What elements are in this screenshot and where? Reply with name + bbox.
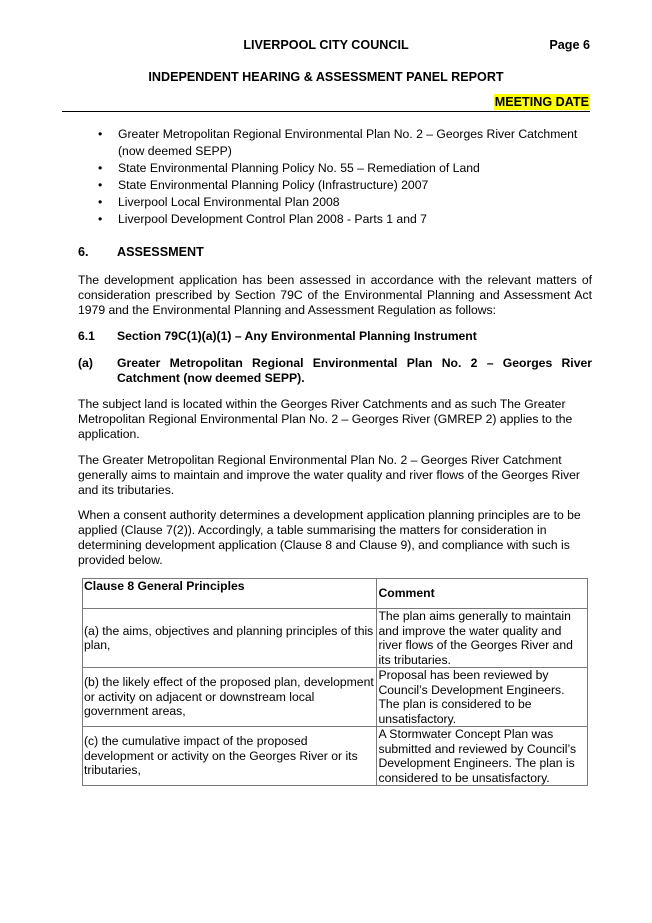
list-item-text: State Environmental Planning Policy (Infrastructure) 2007 <box>118 178 429 192</box>
page-number: Page 6 <box>549 38 590 52</box>
bullet-icon: • <box>98 195 103 209</box>
bullet-icon: • <box>98 161 103 175</box>
bullet-icon: • <box>98 127 103 141</box>
table-row <box>83 727 588 786</box>
table-cell-principle: (b) the likely effect of the proposed plan, development or activity on adjacent or downstream local government areas, <box>83 668 377 727</box>
paragraph: The subject land is located within the Georges River Catchments and as such The Greater Metropolitan Regional Environmental Plan No. 2 – Georges River (GMREP 2) applies to the application. <box>78 397 573 441</box>
instrument-bullet-list <box>98 126 592 228</box>
meeting-date-highlight: MEETING DATE <box>494 95 589 109</box>
report-title: INDEPENDENT HEARING & ASSESSMENT PANEL REPORT <box>148 70 504 84</box>
table-cell-comment: A Stormwater Concept Plan was submitted and reviewed by Council’s Development Engineers. The plan is considered to be unsatisfactory. <box>377 727 588 786</box>
section-number: 6. <box>78 245 89 259</box>
list-item-text: Greater Metropolitan Regional Environmental Plan No. 2 – Georges River Catchment (now deemed SEPP) <box>118 127 578 158</box>
table-header-cell: Clause 8 General Principles <box>83 579 377 609</box>
table-row <box>83 668 588 727</box>
table-cell-principle: (c) the cumulative impact of the proposed development or activity on the Georges River or its tributaries, <box>83 727 377 786</box>
list-item <box>98 160 592 177</box>
list-item <box>98 211 592 228</box>
subsection-heading: Section 79C(1)(a)(1) – Any Environmental Planning Instrument <box>117 329 477 343</box>
table-cell-comment: The plan aims generally to maintain and improve the water quality and river flows of the Georges River and its tributaries. <box>377 609 588 668</box>
bullet-icon: • <box>98 178 103 192</box>
council-title: LIVERPOOL CITY COUNCIL <box>243 38 409 52</box>
clause8-table <box>82 578 588 786</box>
list-item-text: Liverpool Development Control Plan 2008 - Parts 1 and 7 <box>118 212 427 226</box>
bullet-icon: • <box>98 212 103 226</box>
list-item <box>98 194 592 211</box>
list-item-text: State Environmental Planning Policy No. 55 – Remediation of Land <box>118 161 480 175</box>
subsection-number: 6.1 <box>78 329 95 343</box>
table-header-row <box>83 579 588 609</box>
table-header-cell: Comment <box>377 579 588 609</box>
table-cell-comment: Proposal has been reviewed by Council’s Development Engineers. The plan is considered to be unsatisfactory. <box>377 668 588 727</box>
header-divider <box>62 111 590 112</box>
list-item <box>98 126 592 160</box>
list-item-text: Liverpool Local Environmental Plan 2008 <box>118 195 340 209</box>
table-cell-principle: (a) the aims, objectives and planning principles of this plan, <box>83 609 377 668</box>
assessment-intro: The development application has been assessed in accordance with the relevant matters of consideration prescribed by Section 79C of the Environmental Planning and Assessment Act 1979 and the Environmental Planning and Assessment Regulation as follows: <box>78 273 592 317</box>
list-item <box>98 177 592 194</box>
section-heading: ASSESSMENT <box>117 245 204 259</box>
clause-heading: Greater Metropolitan Regional Environmental Plan No. 2 – Georges River Catchment (now deemed SEPP). <box>117 356 592 385</box>
table-row <box>83 609 588 668</box>
paragraph: The Greater Metropolitan Regional Environmental Plan No. 2 – Georges River Catchment generally aims to maintain and improve the water quality and river flows of the Georges River and its tributaries. <box>78 453 580 497</box>
clause-letter: (a) <box>78 356 93 370</box>
paragraph: When a consent authority determines a development application planning principles are to be applied (Clause 7(2)). Accordingly, a table summarising the matters for consideration in determining development application (Clause 8 and Clause 9), and compliance with such is provided below. <box>78 508 581 567</box>
